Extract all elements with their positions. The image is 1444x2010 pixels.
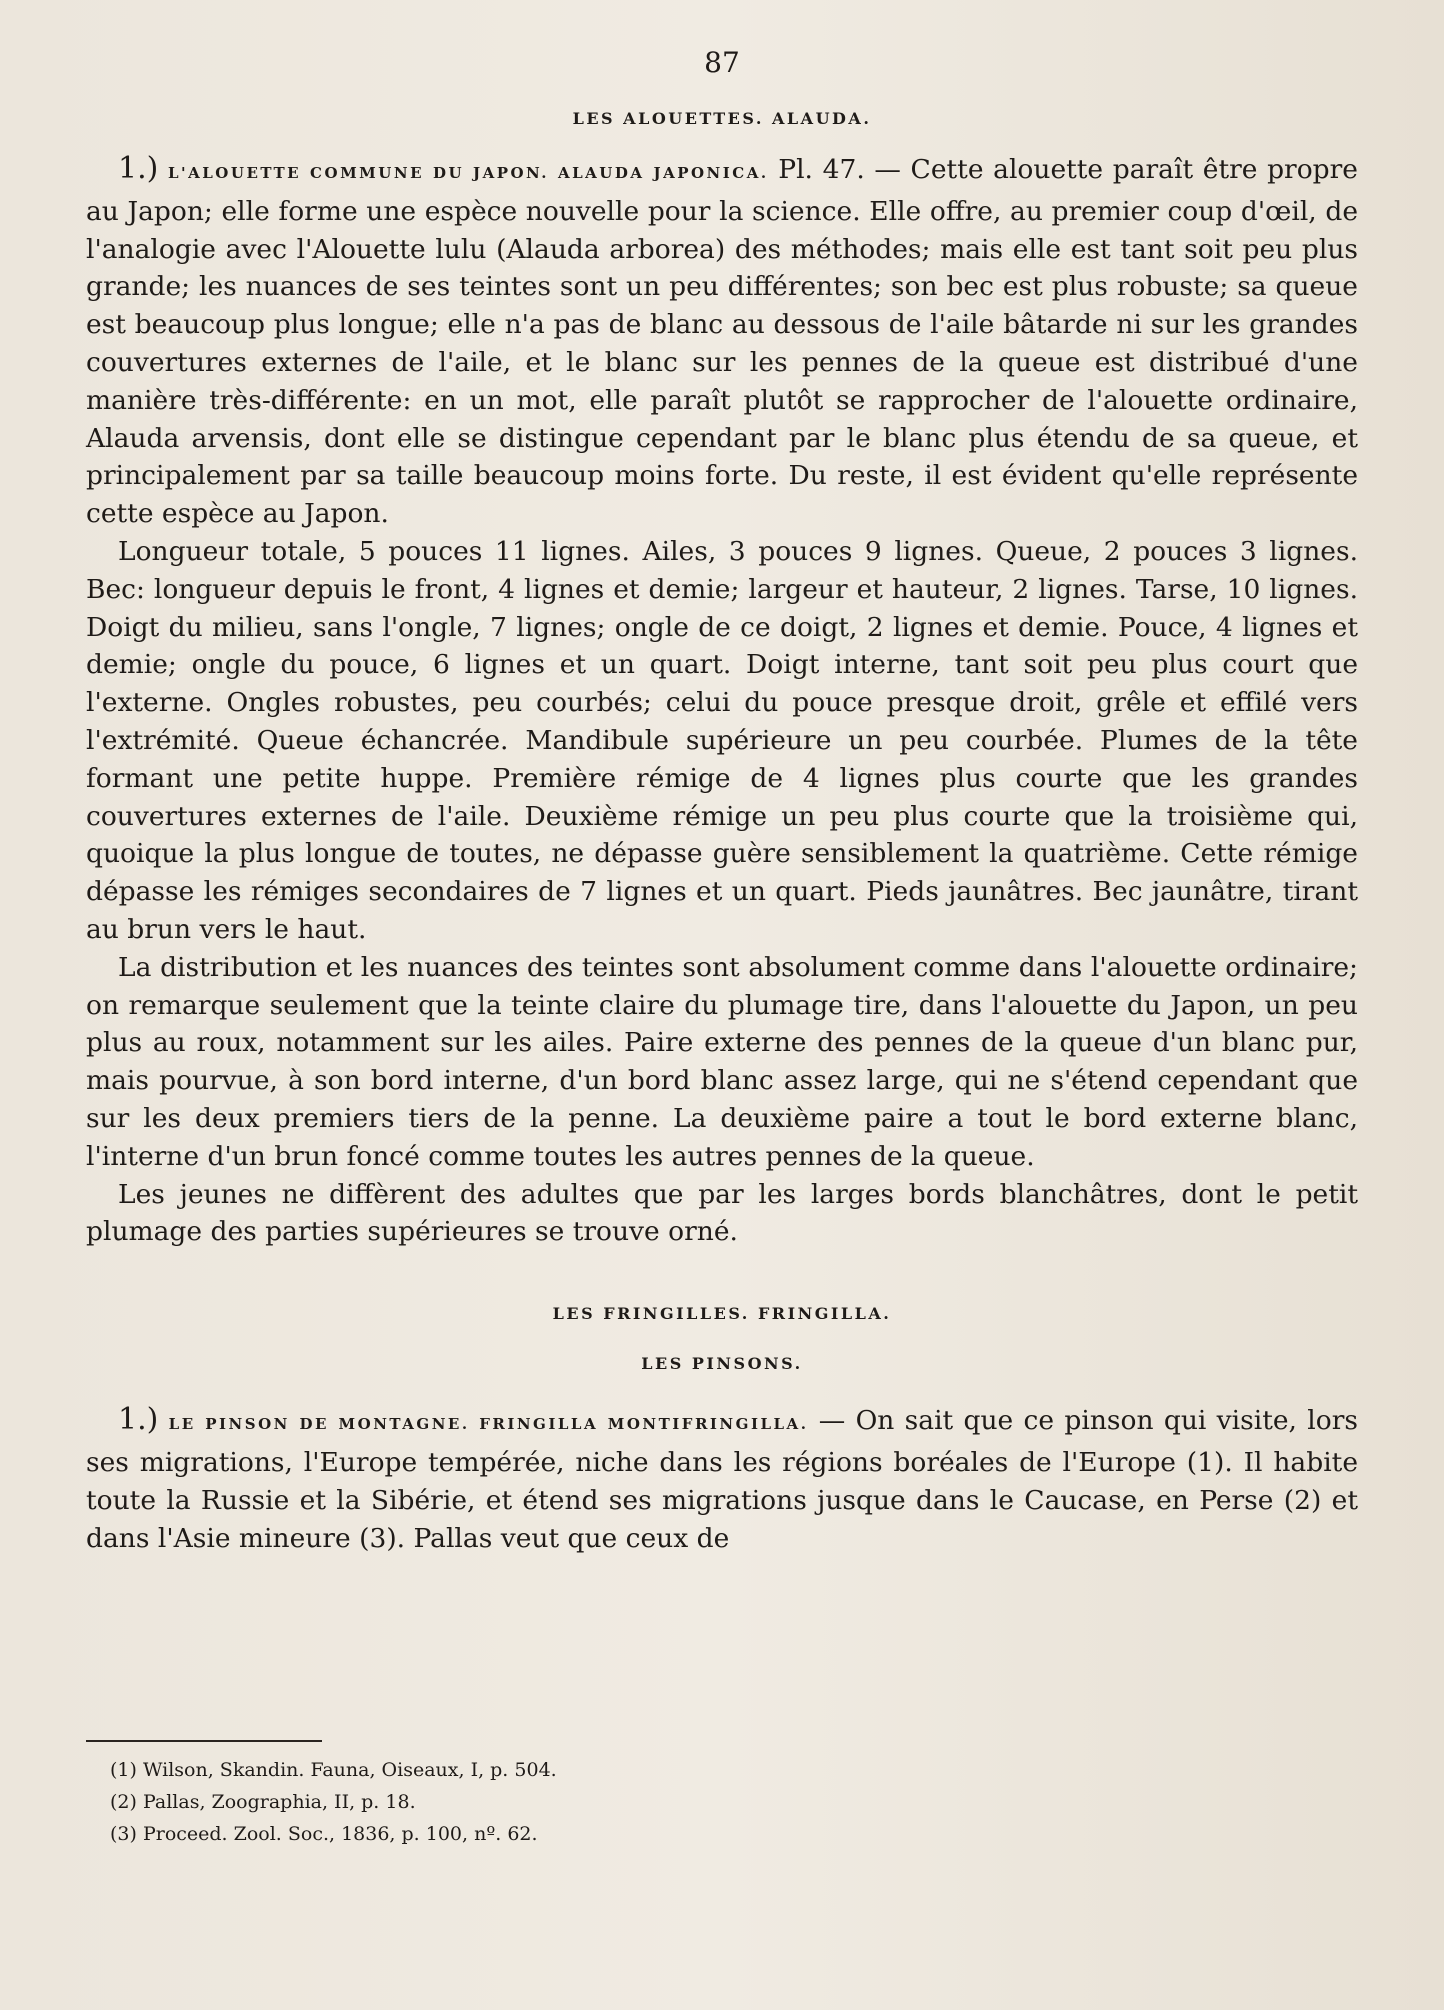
- page-number: 87: [704, 46, 740, 79]
- paragraph-measurements: Longueur totale, 5 pouces 11 lignes. Ailes, 3 pouces 9 lignes. Queue, 2 pouces 3 lignes. Bec: longueur depuis le front, 4 lignes et demie; largeur et hauteur, 2 lignes. Tarse, 10 lignes. Doigt du milieu, sans l'ongle, 7 lignes; ongle de ce doigt, 2 lignes et demie. Pouce, 4 lignes et demie; ongle du pouce, 6 lignes et un quart. Doigt interne, tant soit peu plus court que l'externe. Ongles robustes, peu courbés; celui du pouce presque droit, grêle et effilé vers l'extrémité. Queue échancrée. Mandibule supérieure un peu courbée. Plumes de la tête formant une petite huppe. Première rémige de 4 lignes plus courte que les grandes couvertures externes de l'aile. Deuxième rémige un peu plus courte que la troisième qui, quoique la plus longue de toutes, ne dépasse guère sensiblement la quatrième. Cette rémige dépasse les rémiges secondaires de 7 lignes et un quart. Pieds jaunâtres. Bec jaunâtre, tirant au brun vers le haut.: [86, 535, 1358, 945]
- footnote-rule: [86, 1740, 322, 1742]
- entry-fringilla-montifringilla: [86, 1401, 1358, 1557]
- entry-name: L'ALOUETTE COMMUNE DU JAPON. ALAUDA JAPONICA.: [167, 164, 769, 182]
- section-heading-fringilles: LES FRINGILLES. FRINGILLA.: [552, 1304, 892, 1324]
- paragraph-juveniles: Les jeunes ne diffèrent des adultes que par les larges bords blanchâtres, dont le petit plumage des parties supérieures se trouve orné.: [86, 1178, 1358, 1248]
- footnote: (3) Proceed. Zool. Soc., 1836, p. 100, nº. 62.: [110, 1823, 538, 1845]
- entry-body: — On sait que ce pinson qui visite, lors ses migrations, l'Europe tempérée, niche dans les régions boréales de l'Europe (1). Il habite toute la Russie et la Sibérie, et étend ses migrations jusque dans le Caucase, en Perse (2) et dans l'Asie mineure (3). Pallas veut que ceux de: [86, 1405, 1358, 1554]
- entry-alauda-japonica: [86, 150, 1358, 533]
- entry-number: 1.): [118, 151, 159, 186]
- subsection-heading-pinsons: LES PINSONS.: [641, 1354, 803, 1374]
- entry-name: LE PINSON DE MONTAGNE. FRINGILLA MONTIFRINGILLA.: [168, 1415, 809, 1434]
- entry-number: 1.): [118, 1402, 159, 1438]
- section-heading-alouettes: LES ALOUETTES. ALAUDA.: [572, 109, 872, 128]
- footnotes: [110, 1754, 1210, 1850]
- paragraph-coloration: La distribution et les nuances des teintes sont absolument comme dans l'alouette ordinaire; on remarque seulement que la teinte claire du plumage tire, dans l'alouette du Japon, un peu plus au roux, notamment sur les ailes. Paire externe des pennes de la queue d'un blanc pur, mais pourvue, à son bord interne, d'un bord blanc assez large, qui ne s'étend cependant que sur les deux premiers tiers de la penne. La deuxième paire a tout le bord externe blanc, l'interne d'un brun foncé comme toutes les autres pennes de la queue.: [86, 951, 1358, 1172]
- entry-body: Pl. 47. — Cette alouette paraît être propre au Japon; elle forme une espèce nouvelle pour la science. Elle offre, au premier coup d'œil, de l'analogie avec l'Alouette lulu (Alauda arborea) des méthodes; mais elle est tant soit peu plus grande; les nuances de ses teintes sont un peu différentes; son bec est plus robuste; sa queue est beaucoup plus longue; elle n'a pas de blanc au dessous de l'aile bâtarde ni sur les grandes couvertures externes de l'aile, et le blanc sur les pennes de la queue est distribué d'une manière très-différente: en un mot, elle paraît plutôt se rapprocher de l'alouette ordinaire, Alauda arvensis, dont elle se distingue cependant par le blanc plus étendu de sa queue, et principalement par sa taille beaucoup moins forte. Du reste, il est évident qu'elle représente cette espèce au Japon.: [86, 154, 1358, 530]
- footnote: (1) Wilson, Skandin. Fauna, Oiseaux, I, p. 504.: [110, 1759, 557, 1781]
- main-text: [86, 104, 1358, 1557]
- footnote: (2) Pallas, Zoographia, II, p. 18.: [110, 1791, 416, 1813]
